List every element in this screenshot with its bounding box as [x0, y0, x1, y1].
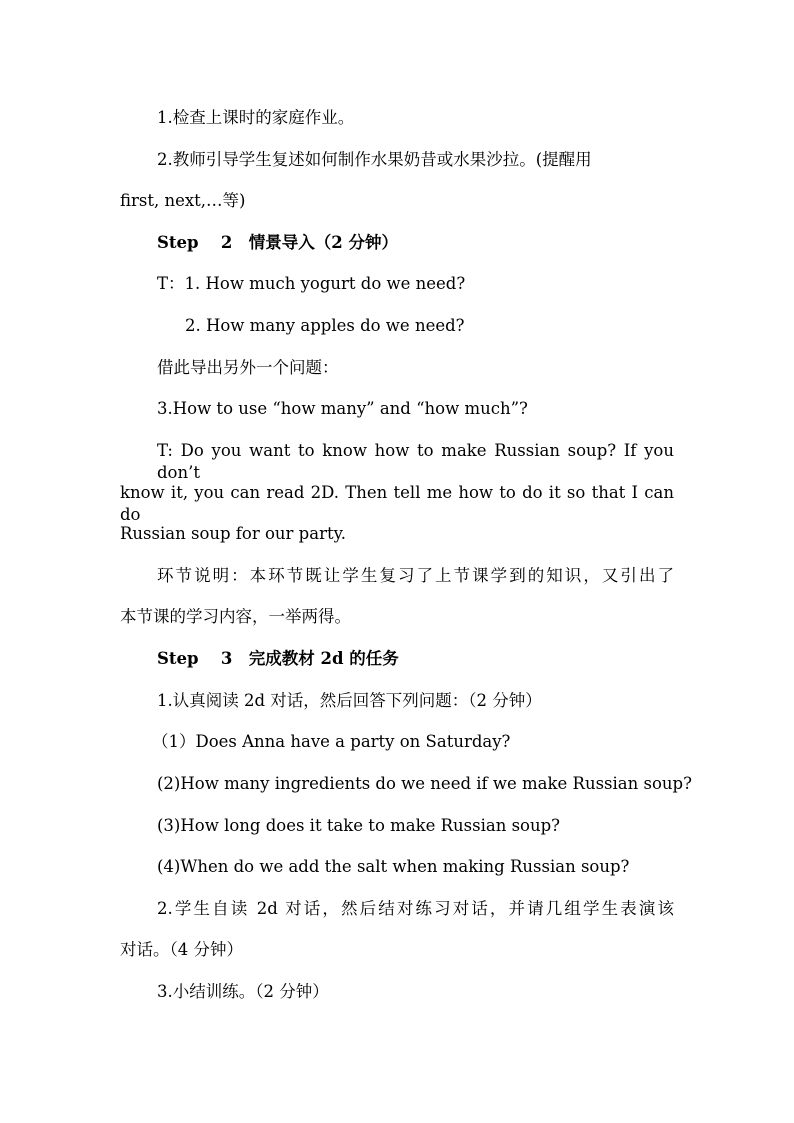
question-yogurt: T：1. How much yogurt do we need? — [157, 274, 466, 293]
step-3-heading: Step 3 完成教材 2d 的任务 — [157, 649, 399, 668]
retell-instruction-continued: first, next,…等) — [120, 191, 246, 210]
pair-practice-line-2: 对话。（4 分钟） — [120, 940, 243, 959]
russian-soup-paragraph-line-3: Russian soup for our party. — [120, 524, 346, 543]
question-1: （1）Does Anna have a party on Saturday? — [152, 732, 511, 751]
summary-training-line: 3.小结训练。（2 分钟） — [157, 982, 329, 1001]
pair-practice-line-1: 2.学生自读 2d 对话，然后结对练习对话，并请几组学生表演该 — [157, 899, 674, 918]
homework-check-line: 1.检查上课时的家庭作业。 — [157, 108, 355, 127]
reading-task-line: 1.认真阅读 2d 对话，然后回答下列问题：（2 分钟） — [157, 691, 542, 710]
lead-in-line: 借此导出另外一个问题： — [157, 358, 339, 377]
question-apples: 2. How many apples do we need? — [185, 316, 465, 335]
how-many-how-much-line: 3.How to use “how many” and “how much”? — [157, 399, 528, 418]
russian-soup-paragraph-line-1: T: Do you want to know how to make Russian soup? If you don’t — [157, 441, 674, 482]
section-note-line-2: 本节课的学习内容，一举两得。 — [120, 607, 351, 626]
retell-instruction-line: 2.教师引导学生复述如何制作水果奶昔或水果沙拉。(提醒用 — [157, 150, 592, 169]
question-4: (4)When do we add the salt when making Russian soup? — [157, 857, 630, 876]
section-note-line-1: 环节说明：本环节既让学生复习了上节课学到的知识，又引出了 — [157, 566, 674, 585]
step-2-heading: Step 2 情景导入（2 分钟） — [157, 233, 399, 252]
question-2: (2)How many ingredients do we need if we make Russian soup? — [157, 774, 692, 793]
question-3: (3)How long does it take to make Russian soup? — [157, 816, 561, 835]
russian-soup-paragraph-line-2: know it, you can read 2D. Then tell me how to do it so that I can do — [120, 483, 674, 524]
